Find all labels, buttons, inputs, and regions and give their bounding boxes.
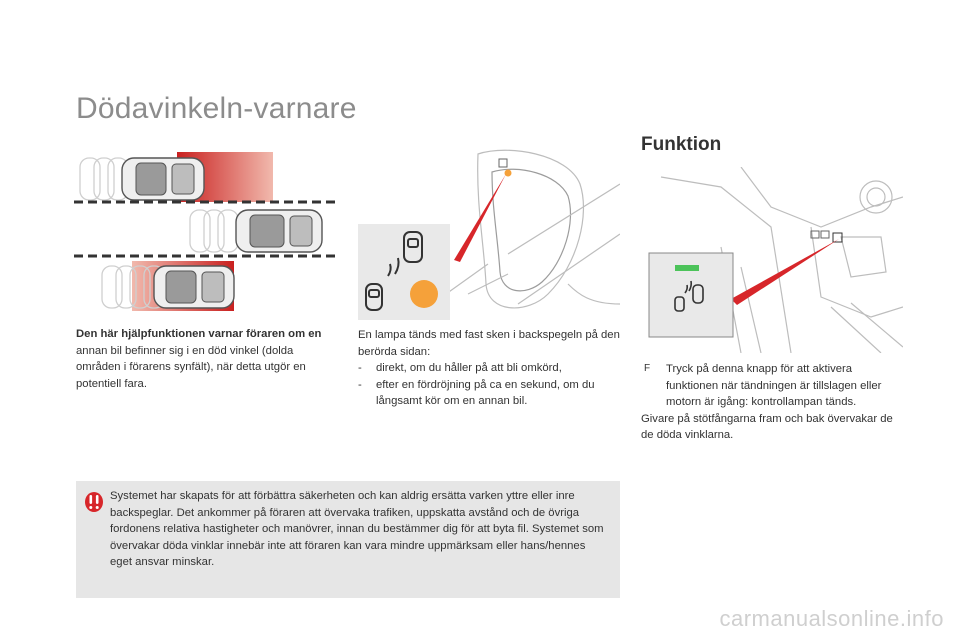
watermark: carmanualsonline.info [719, 606, 944, 631]
car-top [122, 158, 204, 200]
warning-lamp-icon [410, 280, 438, 308]
warning-text: Systemet har skapats för att förbättra säkerheten och kan aldrig ersätta varken yttre eller inre backspeglar. Det ankommer på föraren att övervaka trafiken, uppskatta avstånd och de övriga fordonens relativa hastigheter och manövrer, innan du bestämmer dig för att byta fil. Systemet som övervakar döda vinklar innebär inte att föraren kan vara mindre uppmärksam eller hans/hennes eget ansvar minskar. [110, 490, 604, 568]
intro-bold: Den här hjälpfunktionen varnar föraren om en [76, 328, 322, 340]
function-note: Givare på stötfångarna fram och bak övervakar de de döda vinklarna. [641, 412, 893, 441]
intro-paragraph [76, 326, 338, 392]
mirror-illustration [358, 144, 620, 320]
step-marker-icon: F [644, 363, 651, 374]
mirror-car-icon [499, 159, 507, 167]
dashboard-illustration [641, 167, 903, 353]
lamp-lead: En lampa tänds med fast sken i backspegeln på den berörda sidan: [358, 329, 620, 358]
indicator-light [675, 265, 699, 271]
mirror-lamp-icon [505, 170, 512, 177]
car-middle [236, 210, 322, 252]
warning-box [76, 481, 620, 598]
warning-icon [84, 491, 104, 513]
dash-button-2 [821, 231, 829, 238]
list-item: - direkt, om du håller på att bli omkörd, [358, 362, 562, 374]
pointer-arrow-dashboard [731, 239, 839, 305]
section-title: Funktion [641, 134, 722, 155]
function-paragraph [641, 361, 903, 444]
intro-rest: annan bil befinner sig i en död vinkel (dolda områden i förarens synfält), när detta utgör en potentiell fara. [76, 344, 306, 390]
function-step: F Tryck på denna knapp för att aktivera funktionen när tändningen är tillslagen eller motorn är igång: kontrollampan tänds. [644, 363, 882, 408]
car-bottom [154, 266, 234, 308]
list-item: - efter en fördröjning på ca en sekund, om du långsamt kör om en annan bil. [358, 378, 595, 407]
lamp-paragraph [358, 327, 626, 410]
blind-spot-illustration [72, 146, 340, 316]
page-title: Dödavinkeln-varnare [76, 92, 357, 125]
